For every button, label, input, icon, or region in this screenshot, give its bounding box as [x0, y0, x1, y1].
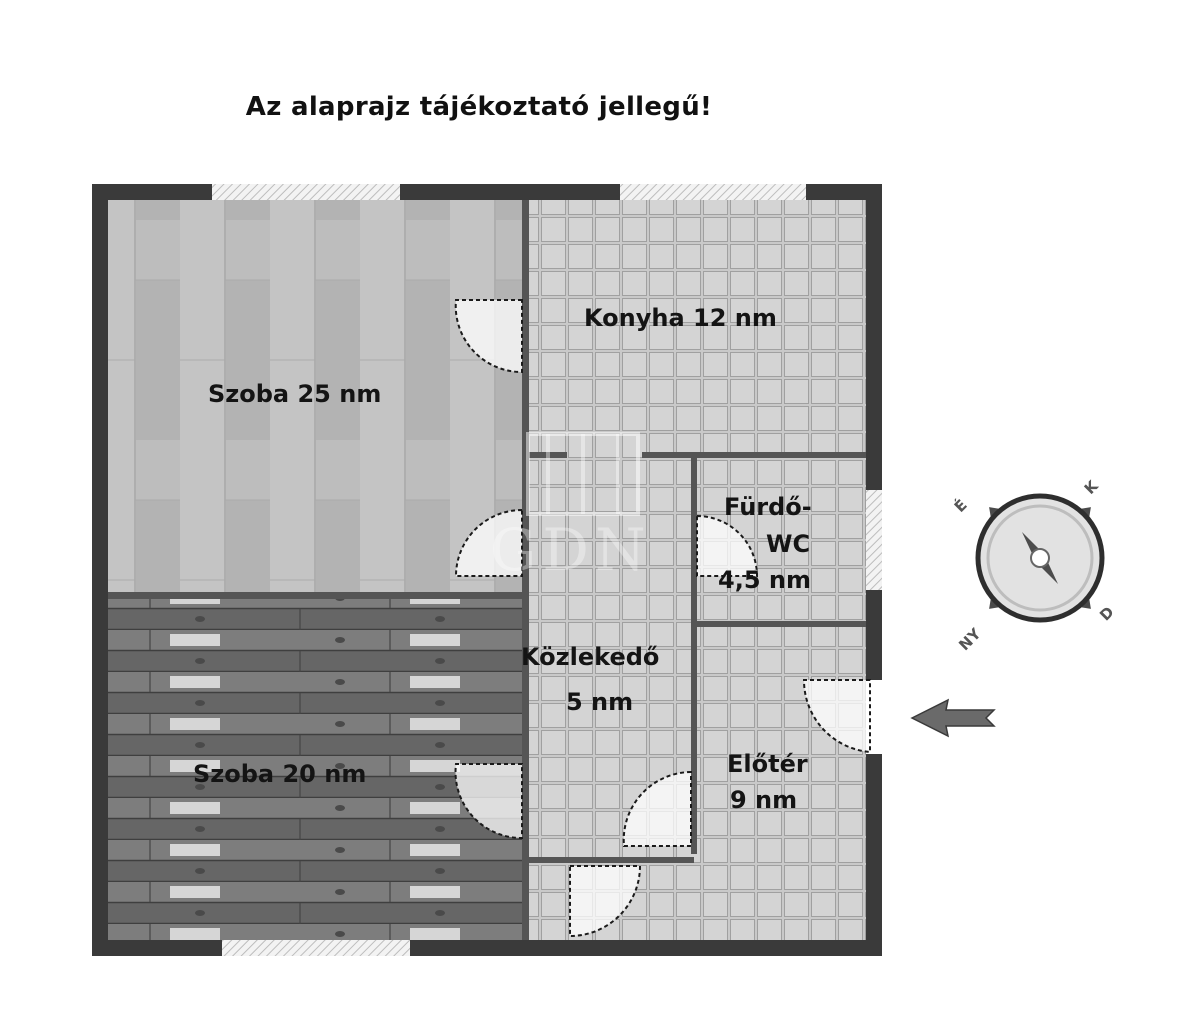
label-furdo-line2: WC: [766, 530, 811, 558]
label-kozlekedo-line2: 5 nm: [566, 688, 634, 716]
label-furdo-line3: 4,5 nm: [718, 566, 811, 594]
label-konyha: Konyha 12 nm: [584, 304, 777, 332]
floor-plan-notice: Az alaprajz tájékoztató jellegű!: [245, 92, 713, 122]
compass-icon: [938, 456, 1142, 660]
label-eloter-line1: Előtér: [727, 750, 808, 778]
window-top-left: [212, 184, 400, 200]
watermark-text: GDN: [490, 516, 652, 584]
label-szoba-20: Szoba 20 nm: [193, 760, 367, 788]
window-right: [866, 490, 882, 590]
label-kozlekedo-line1: Közlekedő: [521, 643, 660, 671]
label-eloter-line2: 9 nm: [730, 786, 798, 814]
label-furdo-line1: Fürdő-: [724, 493, 812, 521]
entrance-arrow-icon: [912, 700, 994, 736]
compass-north: É: [950, 495, 971, 516]
compass-east: K: [1080, 476, 1102, 498]
floor-eloter: [694, 626, 866, 940]
compass-west: NY: [955, 624, 985, 655]
label-szoba-25: Szoba 25 nm: [208, 380, 382, 408]
window-bottom: [222, 940, 410, 956]
compass-south: D: [1096, 602, 1118, 625]
window-top-right: [620, 184, 806, 200]
